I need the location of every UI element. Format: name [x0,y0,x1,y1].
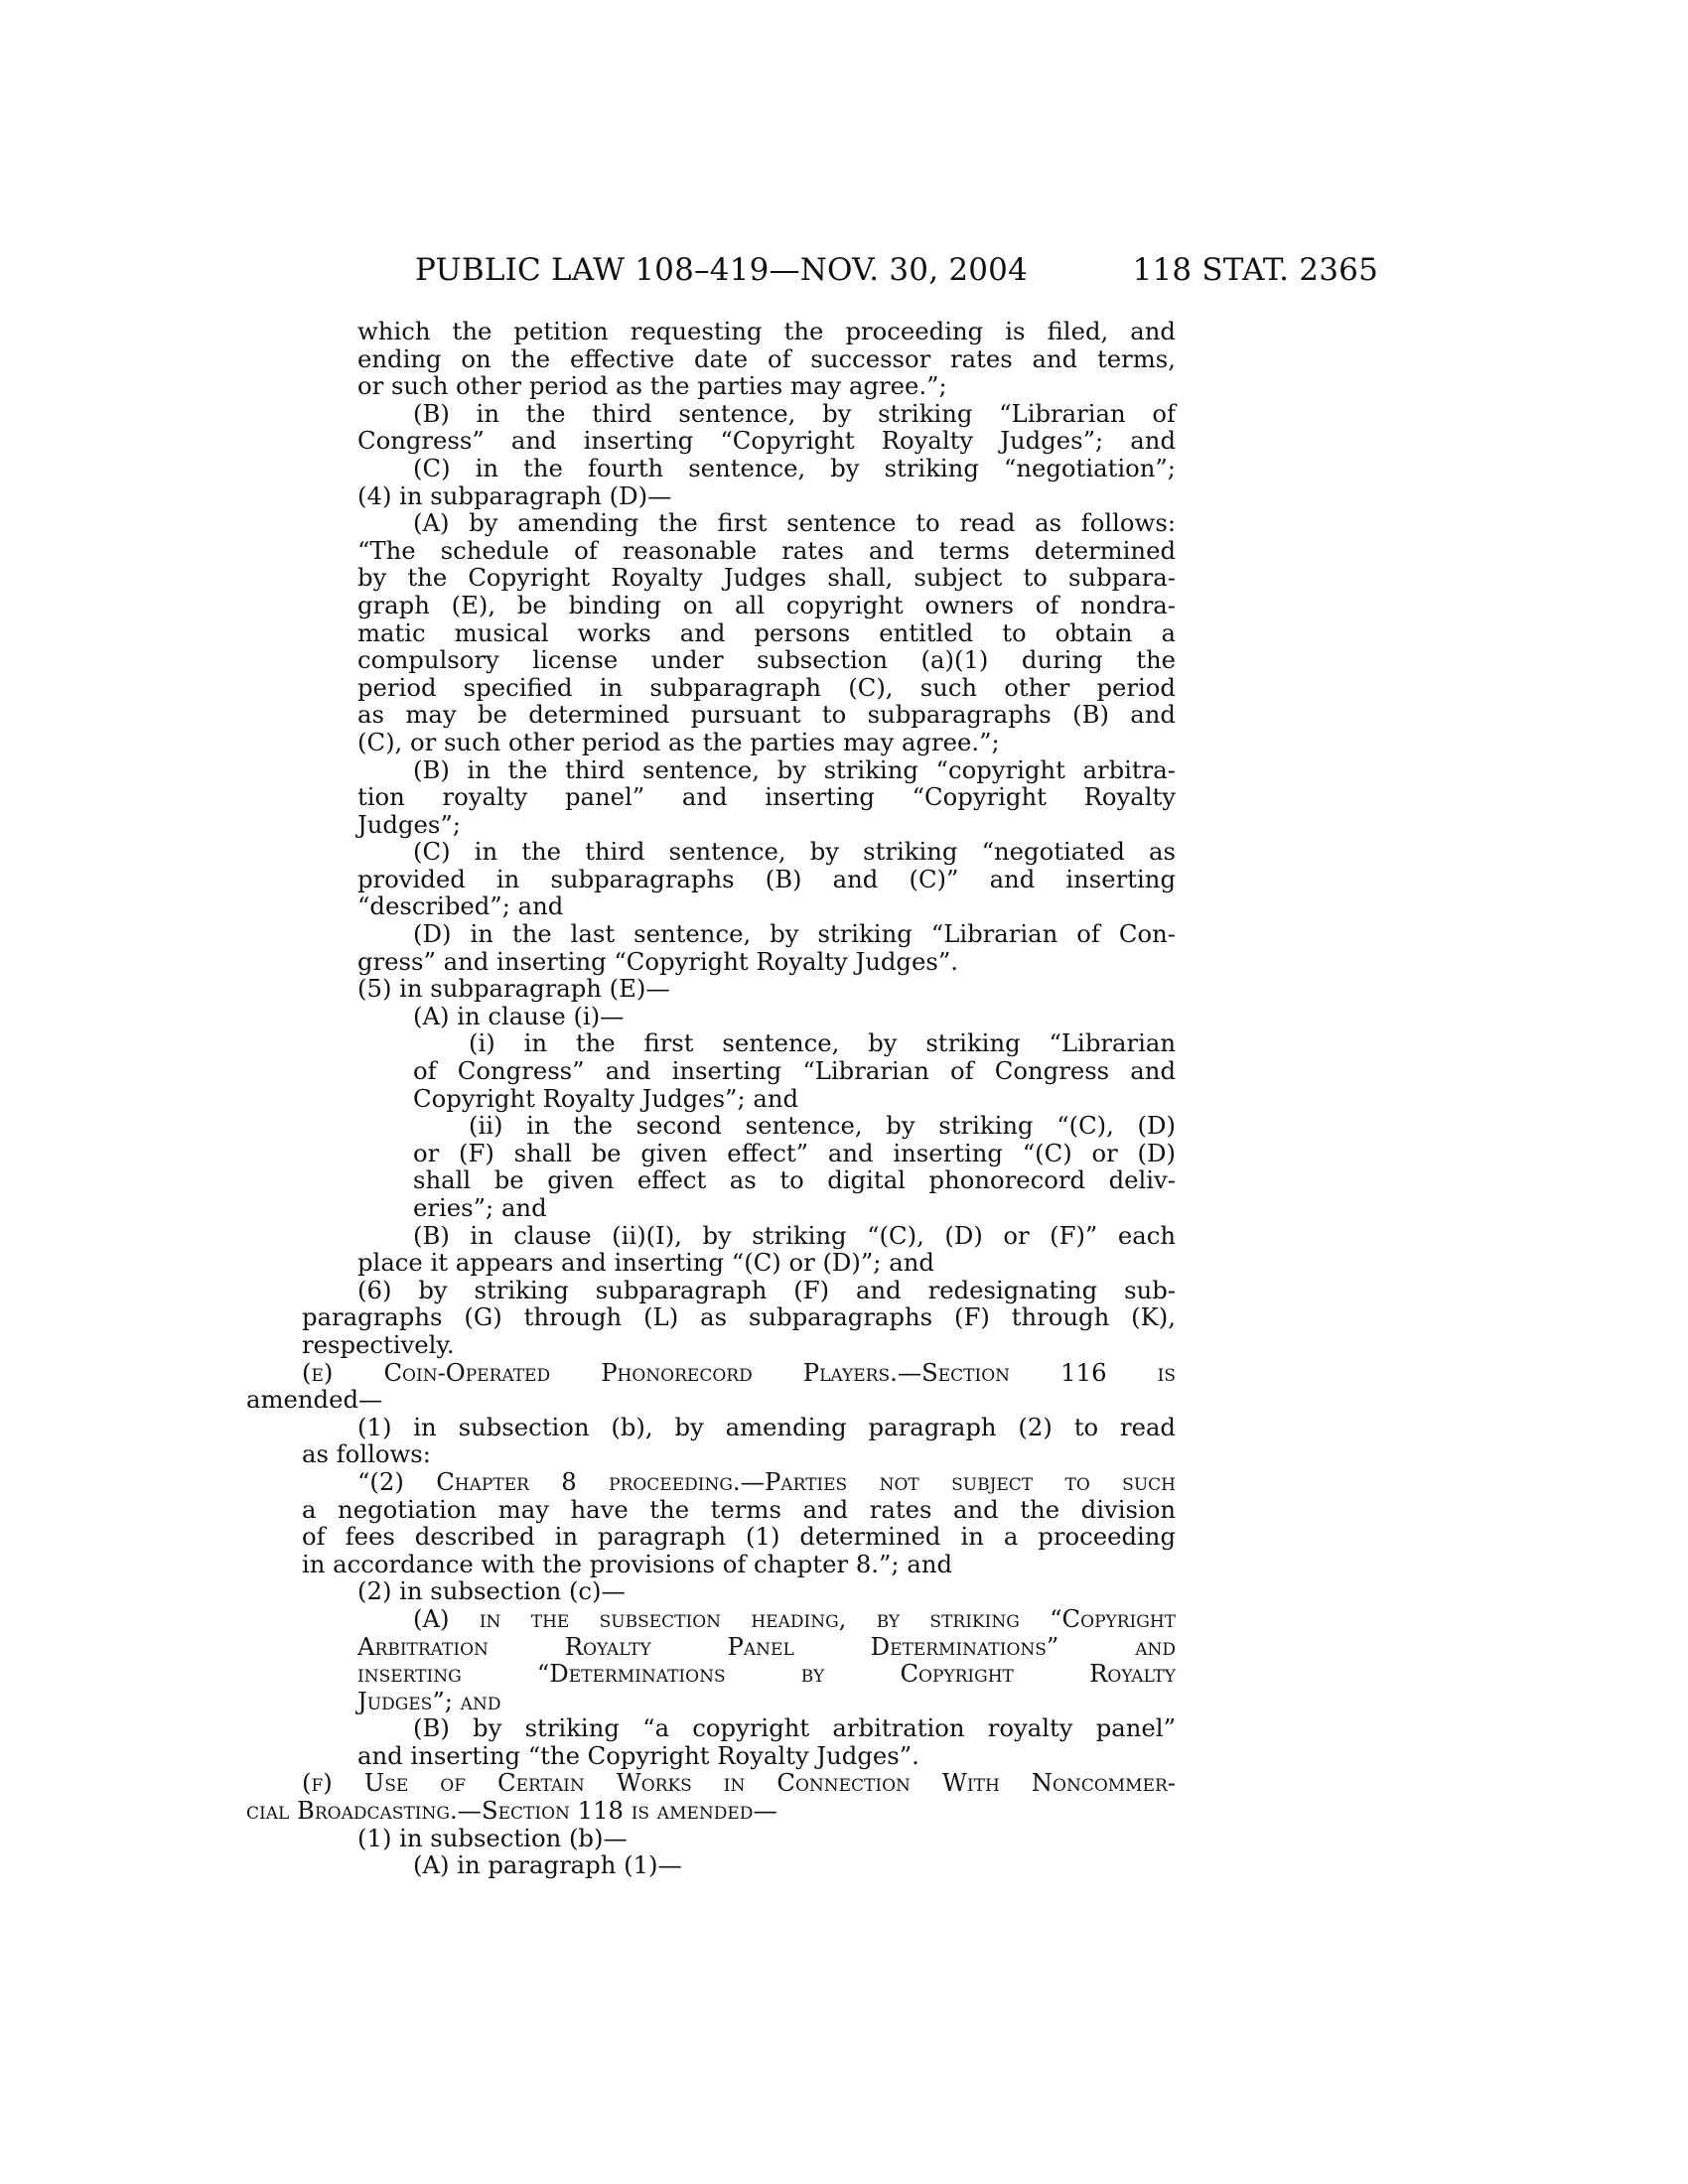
text-line: matic musical works and persons entitled to obtain a [357,617,1176,647]
text-line: which the petition requesting the proceeding is filed, and [357,317,1176,345]
text-line: Judges”; [357,809,461,839]
text-line: by the Copyright Royalty Judges shall, subject to subpara- [357,563,1176,593]
text-line: tion royalty panel” and inserting “Copyright Royalty [357,782,1176,812]
text-line: (A) in paragraph (1)— [413,1850,682,1880]
text-line: (B) in clause (ii)(I), by striking “(C), (D) or (F)” each [413,1220,1176,1250]
text-line: eries”; and [413,1193,547,1222]
text-line: “described”; and [357,891,564,921]
header-title: PUBLIC LAW 108–419—NOV. 30, 2004 [415,252,1029,288]
document-body [246,317,1176,1880]
text-line: cial Broadcasting.—Section 118 is amended— [246,1796,777,1826]
text-line: (A) by amending the first sentence to read as follows: [413,508,1176,538]
text-line: (ii) in the second sentence, by striking “(C), (D) [469,1111,1176,1141]
text-line: (1) in subsection (b)— [357,1823,628,1852]
text-line: inserting “Determinations by Copyright Royalty [357,1659,1176,1689]
text-line: paragraphs (G) through (L) as subparagraphs (F) through (K), [302,1302,1176,1332]
text-line: as follows: [302,1439,431,1469]
text-line: (A) in clause (i)— [413,1001,625,1030]
text-line: period specified in subparagraph (C), such other period [357,672,1176,702]
text-line: “(2) Chapter 8 proceeding.—Parties not subject to such [357,1466,1176,1496]
text-line: (A) in the subsection heading, by striking “Copyright [413,1603,1176,1633]
text-line: of Congress” and inserting “Librarian of Congress and [413,1056,1176,1086]
text-line: respectively. [302,1329,455,1359]
text-line: a negotiation may have the terms and rates and the division [302,1494,1176,1524]
text-line: (C), or such other period as the parties may agree.”; [357,727,1000,756]
text-line: Congress” and inserting “Copyright Royalty Judges”; and [357,426,1176,456]
text-line: (5) in subparagraph (E)— [357,974,670,1004]
text-line: or (F) shall be given effect” and inserting “(C) or (D) [413,1138,1176,1167]
text-line: (2) in subsection (c)— [357,1576,626,1606]
text-line: (C) in the third sentence, by striking “negotiated as [413,837,1176,867]
text-line: (e) Coin-Operated Phonorecord Players.—Section 116 is [302,1357,1176,1387]
text-line: place it appears and inserting “(C) or (D)”; and [357,1248,934,1278]
text-line: amended— [246,1385,383,1415]
text-line: (B) in the third sentence, by striking “Librarian of [413,398,1176,428]
text-line: (4) in subparagraph (D)— [357,480,672,510]
text-line: (B) by striking “a copyright arbitration royalty panel” [413,1713,1176,1743]
text-line: (D) in the last sentence, by striking “Librarian of Con- [413,919,1176,949]
text-line: in accordance with the provisions of chapter 8.”; and [302,1549,953,1578]
text-line: compulsory license under subsection (a)(1) during the [357,645,1176,675]
text-line: provided in subparagraphs (B) and (C)” and inserting [357,864,1176,893]
text-line: (B) in the third sentence, by striking “copyright arbitra- [413,754,1176,784]
text-line: Judges”; and [357,1686,501,1715]
text-line: (6) by striking subparagraph (F) and redesignating sub- [357,1275,1176,1304]
text-line: as may be determined pursuant to subparagraphs (B) and [357,700,1176,730]
text-line: (i) in the first sentence, by striking “Librarian [469,1028,1176,1058]
page-header [415,248,1378,292]
text-line: shall be given effect as to digital phonorecord deliv- [413,1165,1176,1195]
text-line: and inserting “the Copyright Royalty Judges”. [357,1740,919,1770]
text-line: ending on the effective date of successor rates and terms, [357,343,1176,373]
text-line: (f) Use of Certain Works in Connection With Noncommer- [302,1768,1176,1798]
text-line: graph (E), be binding on all copyright owners of nondra- [357,590,1176,619]
text-line: Arbitration Royalty Panel Determinations” and [357,1631,1176,1661]
text-line: (C) in the fourth sentence, by striking “negotiation”; [413,453,1176,482]
text-line: (1) in subsection (b), by amending paragraph (2) to read [357,1412,1176,1441]
text-line: Copyright Royalty Judges”; and [413,1083,799,1113]
text-line: of fees described in paragraph (1) determined in a proceeding [302,1522,1176,1552]
text-line: gress” and inserting “Copyright Royalty Judges”. [357,946,958,976]
header-statute-page: 118 STAT. 2365 [1132,252,1378,288]
text-line: or such other period as the parties may agree.”; [357,371,947,401]
text-line: “The schedule of reasonable rates and terms determined [357,535,1176,565]
